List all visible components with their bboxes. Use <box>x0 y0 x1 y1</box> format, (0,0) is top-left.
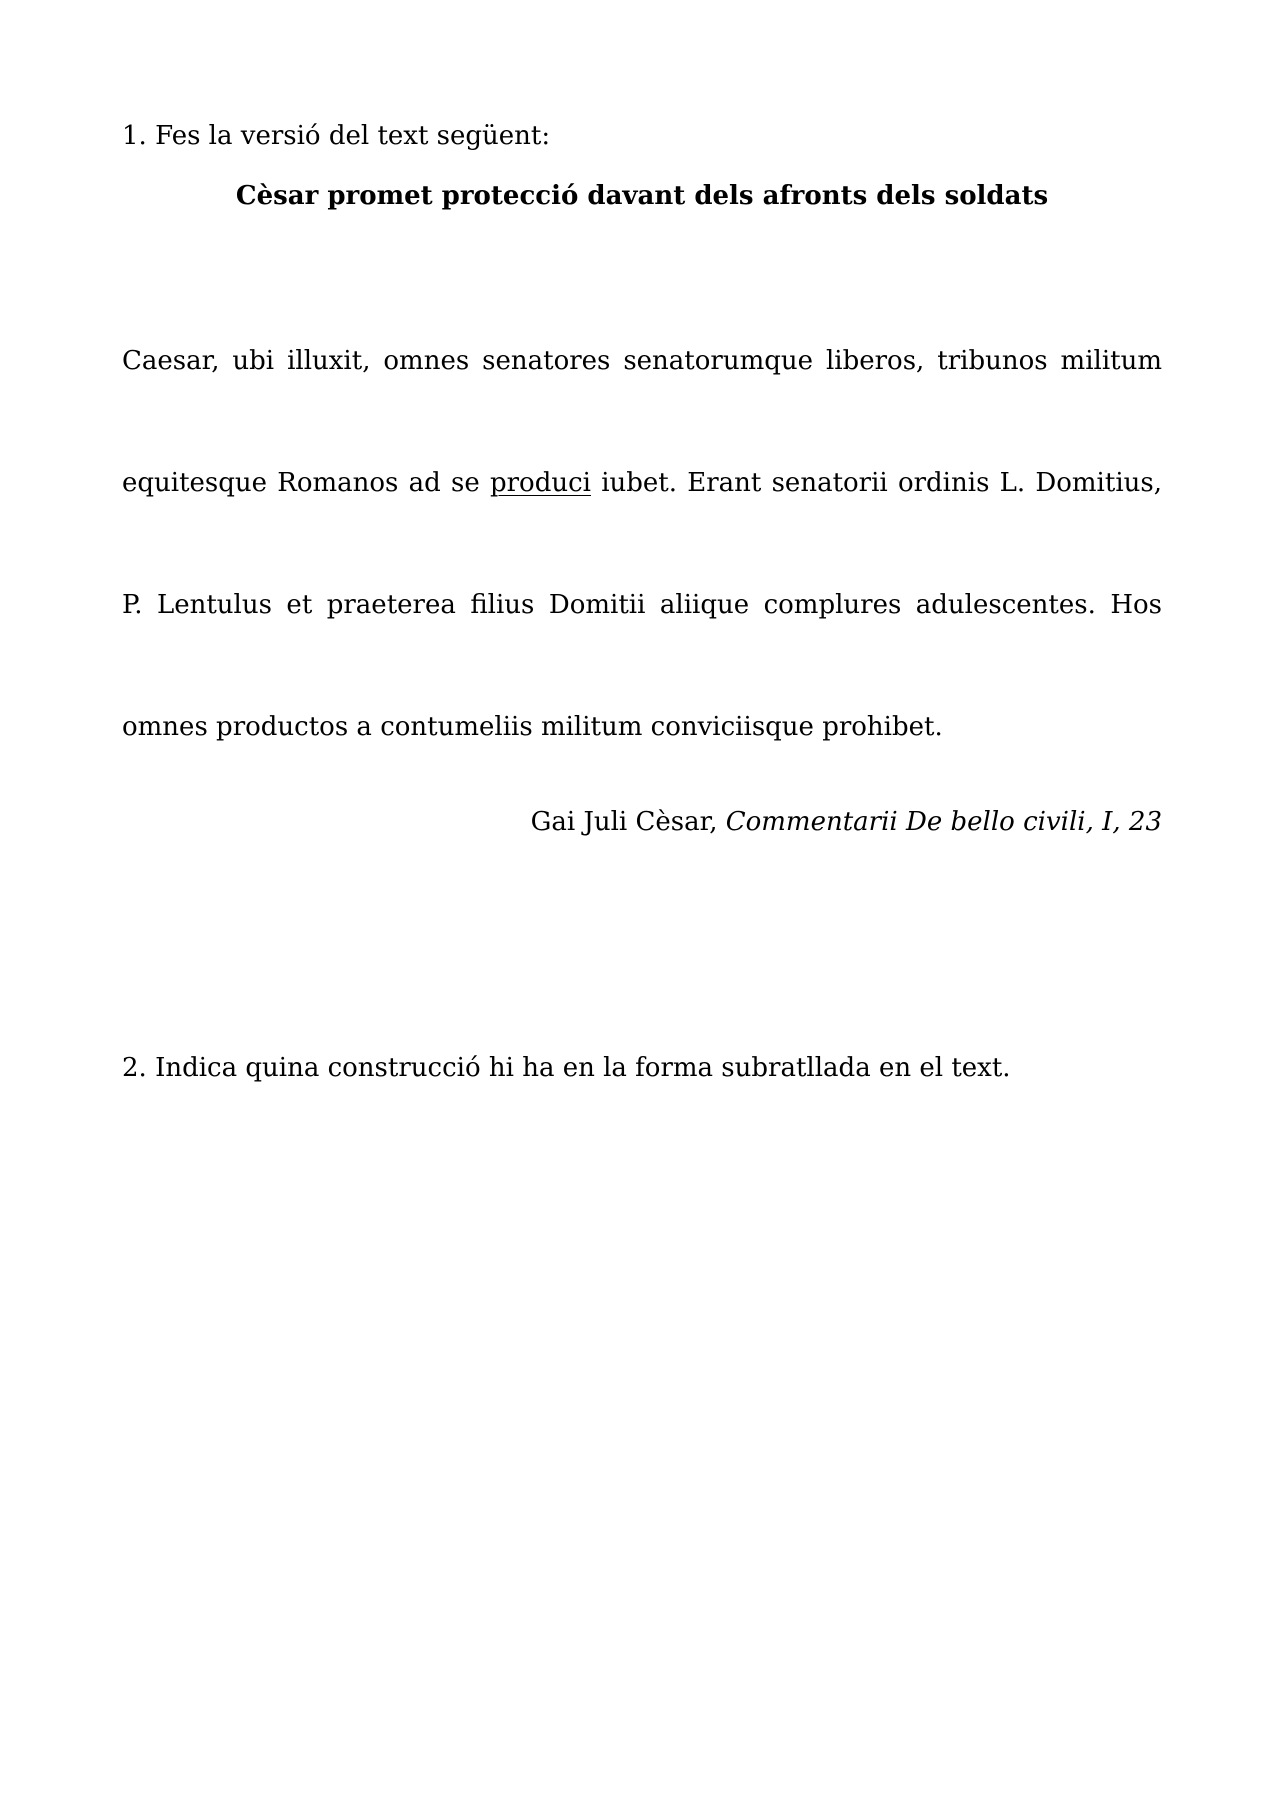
citation-work: Commentarii De bello civili, I, 23 <box>725 807 1162 837</box>
underlined-word: produci <box>489 468 591 498</box>
citation-author: Gai Juli Cèsar, <box>530 807 718 837</box>
citation <box>531 806 1162 838</box>
latin-passage <box>122 300 1162 788</box>
passage-text-after: iubet. Erant senatorii ordinis L. Domitius, P. Lentulus et praeterea filius Domitii aliique complures adulescentes. Hos omnes productos a contumeliis militum conviciisque prohibet. <box>122 468 1162 742</box>
passage-text-before: Caesar, ubi illuxit, omnes senatores senatorumque liberos, tribunos militum equitesque Romanos ad se <box>122 346 1162 498</box>
passage-title: Cèsar promet protecció davant dels afronts dels soldats <box>235 181 1049 211</box>
question-2-prompt: 2. Indica quina construcció hi ha en la forma subratllada en el text. <box>122 1053 1011 1083</box>
question-1-prompt: 1. Fes la versió del text següent: <box>122 121 551 151</box>
